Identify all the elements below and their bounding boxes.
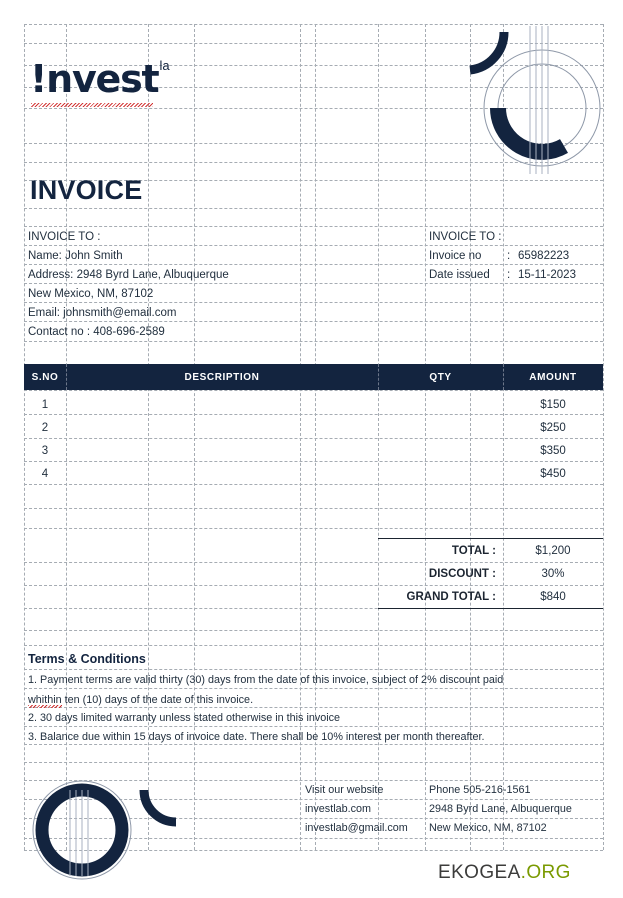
invoice-no-separator: : — [507, 250, 511, 262]
invoice-no-label: Invoice no — [429, 250, 482, 262]
date-issued-label: Date issued — [429, 269, 490, 281]
items-table-header-row — [24, 364, 603, 390]
footer-address: 2948 Byrd Lane, Albuquerque — [429, 803, 572, 815]
footer-website-url[interactable]: investlab.com — [305, 803, 372, 815]
grand-total-value: $840 — [540, 591, 566, 603]
grand-total-label: GRAND TOTAL : — [406, 591, 496, 603]
company-logo — [30, 57, 170, 101]
date-issued-separator: : — [507, 269, 511, 281]
date-issued-value: 15-11-2023 — [518, 269, 576, 281]
terms-line-1-rest: ten (10) days of the date of this invoice. — [61, 694, 254, 706]
table-row-2-sno: 2 — [41, 422, 49, 434]
table-row-4-amount: $450 — [540, 468, 566, 480]
watermark-tld: .ORG — [520, 862, 571, 883]
bill-to-name: Name: John Smith — [28, 250, 123, 262]
terms-line-2: 2. 30 days limited warranty unless stated otherwise in this invoice — [28, 712, 341, 724]
footer-phone: Phone 505-216-1561 — [429, 784, 531, 796]
bill-to-address: Address: 2948 Byrd Lane, Albuquerque — [28, 269, 229, 281]
terms-line-1: 1. Payment terms are valid thirty (30) days from the date of this invoice, subject of 2% discount paid — [28, 674, 504, 686]
total-value: $1,200 — [535, 545, 571, 557]
invoice-no-value: 65982223 — [518, 250, 570, 262]
bill-to-contact: Contact no : 408-696-2589 — [28, 326, 165, 338]
total-label: TOTAL : — [451, 545, 496, 557]
totals-bottom-rule — [378, 608, 603, 609]
column-header-sno: S.NO — [31, 372, 59, 383]
footer-city-state-zip: New Mexico, NM, 87102 — [429, 822, 547, 834]
bill-to-email: Email: johnsmith@email.com — [28, 307, 177, 319]
table-row-2-amount: $250 — [540, 422, 566, 434]
page-title: INVOICE — [30, 175, 143, 205]
table-row-3-sno: 3 — [41, 445, 49, 457]
table-row-1-amount: $150 — [540, 399, 566, 411]
table-row-3-amount: $350 — [540, 445, 566, 457]
logo-superscript: la — [159, 58, 170, 73]
terms-title: Terms & Conditions — [28, 652, 146, 666]
terms-misspelled-word: whithin — [28, 694, 62, 710]
discount-label: DISCOUNT : — [428, 568, 496, 580]
totals-top-rule — [378, 538, 603, 539]
invoice-meta-heading: INVOICE TO : — [429, 231, 502, 243]
table-row-4-sno: 4 — [41, 468, 49, 480]
logo-wordmark: !nvest — [30, 57, 159, 101]
column-header-amount: AMOUNT — [529, 372, 577, 383]
bill-to-heading: INVOICE TO : — [28, 231, 101, 243]
footer-website-label: Visit our website — [305, 784, 384, 796]
column-header-qty: QTY — [429, 372, 452, 383]
logo-spellcheck-underline — [31, 103, 153, 107]
terms-line-1-continued — [28, 694, 253, 706]
discount-value: 30% — [541, 568, 565, 580]
column-header-description: DESCRIPTION — [184, 372, 260, 383]
watermark — [438, 862, 571, 884]
footer-email[interactable]: investlab@gmail.com — [305, 822, 408, 834]
terms-line-3: 3. Balance due within 15 days of invoice date. There shall be 10% interest per month thereafter. — [28, 731, 485, 743]
table-row-1-sno: 1 — [41, 399, 49, 411]
watermark-name: EKOGEA — [438, 862, 521, 883]
bill-to-city-state-zip: New Mexico, NM, 87102 — [28, 288, 154, 300]
